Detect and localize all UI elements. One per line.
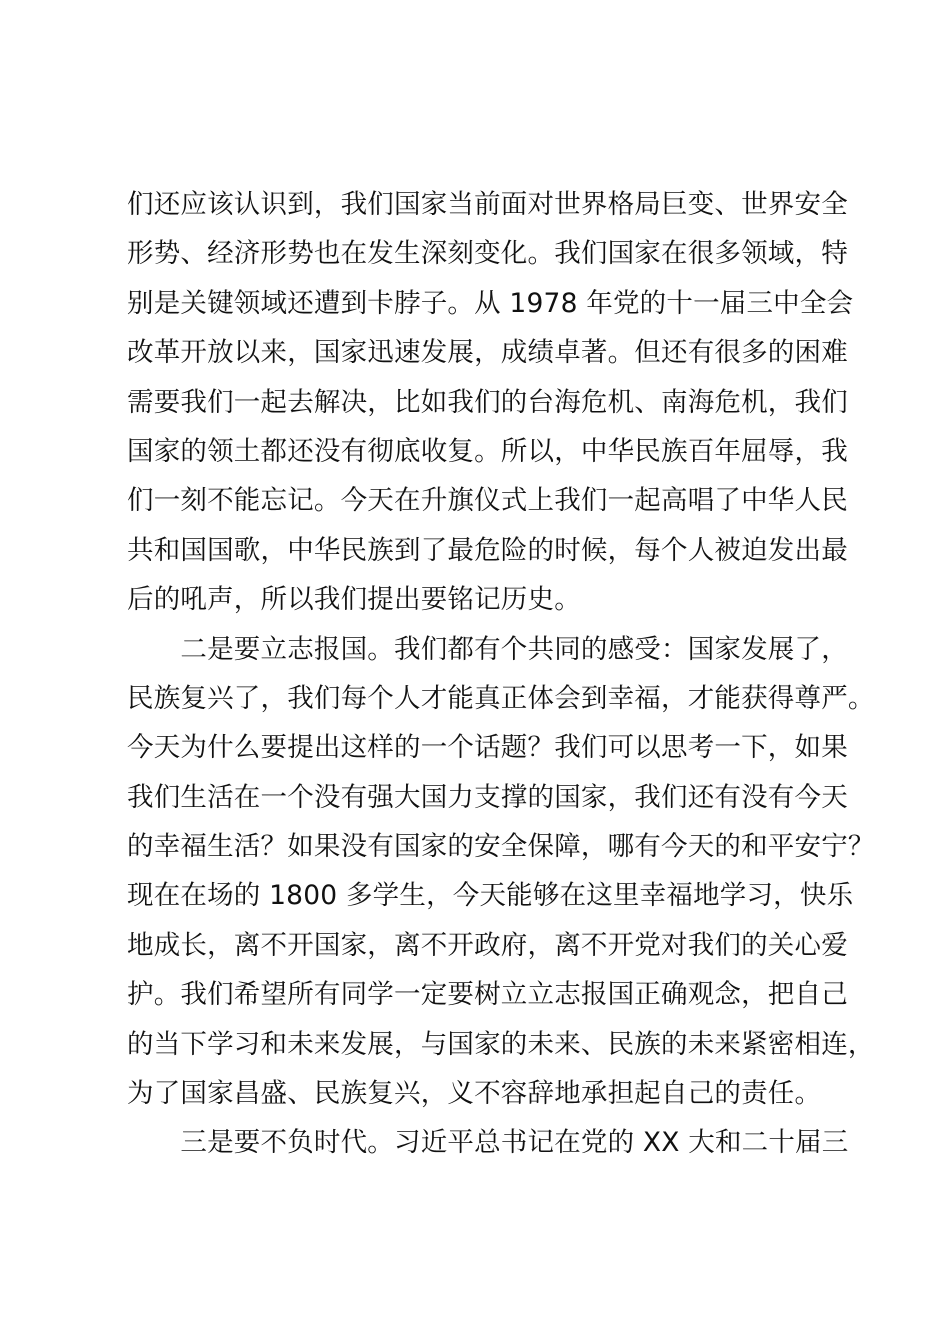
- text-line: 今天为什么要提出这样的一个话题？我们可以思考一下，如果: [127, 732, 848, 764]
- text-line: 共和国国歌，中华民族到了最危险的时候，每个人被迫发出最: [127, 534, 848, 566]
- text-line: 地成长，离不开国家，离不开政府，离不开党对我们的关心爱: [127, 929, 848, 961]
- text-line: 国家的领土都还没有彻底收复。所以，中华民族百年屈辱，我: [127, 435, 848, 467]
- text-line: 我们生活在一个没有强大国力支撑的国家，我们还有没有今天: [127, 781, 848, 813]
- text-line: 别是关键领域还遭到卡脖子。从 1978 年党的十一届三中全会: [127, 287, 854, 319]
- text-line: 后的吼声，所以我们提出要铭记历史。: [127, 584, 581, 616]
- text-line: 的当下学习和未来发展，与国家的未来、民族的未来紧密相连，: [127, 1028, 875, 1060]
- paragraph-start-line: 三是要不负时代。习近平总书记在党的 XX 大和二十届三: [127, 1127, 849, 1159]
- paragraph-start-line: 二是要立志报国。我们都有个共同的感受：国家发展了，: [127, 633, 848, 665]
- text-line: 改革开放以来，国家迅速发展，成绩卓著。但还有很多的困难: [127, 337, 848, 369]
- text-line: 需要我们一起去解决，比如我们的台海危机、南海危机，我们: [127, 386, 848, 418]
- text-line: 的幸福生活？如果没有国家的安全保障，哪有今天的和平安宁？: [127, 831, 875, 863]
- body-text: [127, 180, 875, 1168]
- text-line: 为了国家昌盛、民族复兴，义不容辞地承担起自己的责任。: [127, 1078, 822, 1110]
- text-line: 形势、经济形势也在发生深刻变化。我们国家在很多领域，特: [127, 238, 848, 270]
- text-line: 现在在场的 1800 多学生，今天能够在这里幸福地学习，快乐: [127, 880, 854, 912]
- text-line: 护。我们希望所有同学一定要树立立志报国正确观念，把自己: [127, 979, 848, 1011]
- text-line: 们还应该认识到，我们国家当前面对世界格局巨变、世界安全: [127, 189, 848, 220]
- text-line: 们一刻不能忘记。今天在升旗仪式上我们一起高唱了中华人民: [127, 485, 848, 517]
- text-line: 民族复兴了，我们每个人才能真正体会到幸福，才能获得尊严。: [127, 682, 875, 714]
